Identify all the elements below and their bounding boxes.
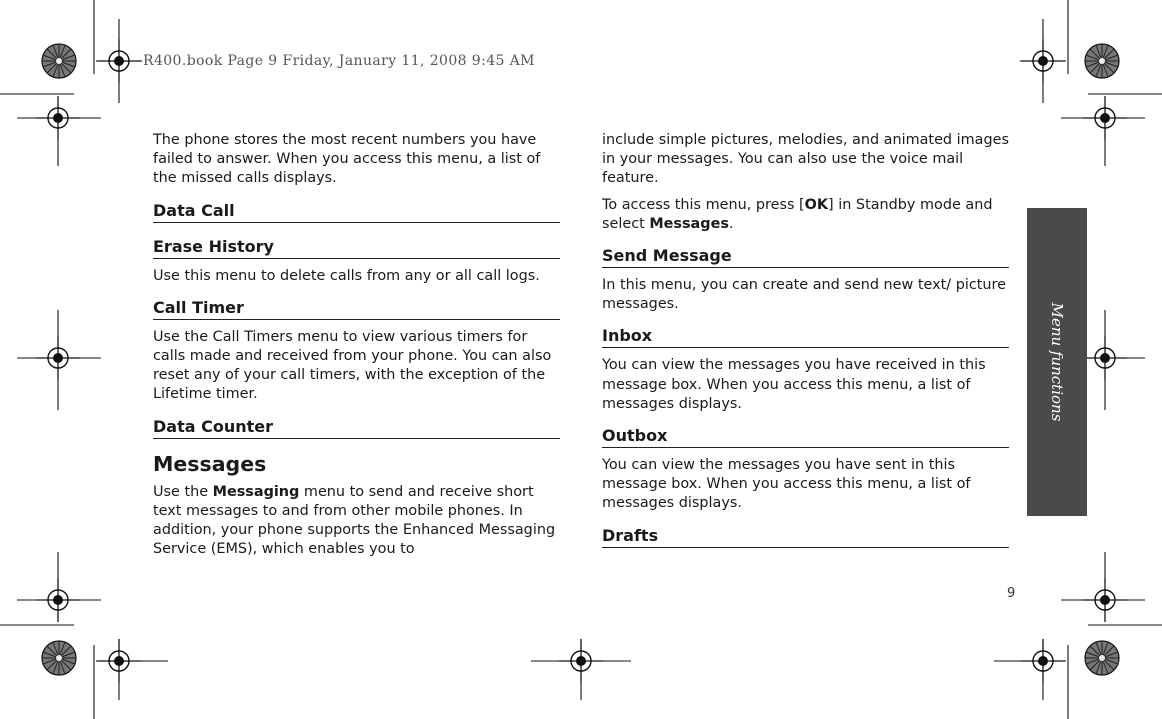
data-counter-heading: Data Counter xyxy=(153,417,560,439)
messages-heading: Messages xyxy=(153,451,267,476)
messages-intro-continued: include simple pictures, melodies, and animated images in your messages. You can also use the voice mail feature. xyxy=(602,132,1009,187)
access-text-part2: ] in Standby mode and select xyxy=(602,196,993,232)
page-number: 9 xyxy=(1007,586,1016,601)
access-text-part3: . xyxy=(728,215,734,232)
messages-text xyxy=(153,483,560,560)
access-text-part1: To access this menu, press [ xyxy=(602,196,805,213)
erase-history-text: Use this menu to delete calls from any or all call logs. xyxy=(153,267,540,284)
send-message-text: In this menu, you can create and send new text/ picture messages. xyxy=(602,277,1006,313)
messaging-menu-name: Messaging xyxy=(212,483,300,500)
outbox-text: You can view the messages you have sent in this message box. When you access this menu, a list of messages displays. xyxy=(602,457,971,512)
outbox-heading: Outbox xyxy=(602,426,1009,448)
section-side-tab xyxy=(1027,208,1087,516)
file-info-header: R400.book Page 9 Friday, January 11, 2008 9:45 AM xyxy=(143,53,535,69)
right-column xyxy=(602,131,1009,556)
inbox-text: You can view the messages you have received in this message box. When you access this menu, a list of messages displays. xyxy=(602,357,986,412)
data-call-heading: Data Call xyxy=(153,201,560,223)
call-timer-text: Use the Call Timers menu to view various timers for calls made and received from your phone. You can also reset any of your call timers, with the exception of the Lifetime timer. xyxy=(153,328,552,403)
side-tab-label: Menu functions xyxy=(1048,302,1066,422)
drafts-heading: Drafts xyxy=(602,526,1009,548)
send-message-heading: Send Message xyxy=(602,246,1009,268)
left-column xyxy=(153,131,560,566)
messages-menu-name: Messages xyxy=(649,215,729,232)
access-instructions xyxy=(602,196,1009,234)
messages-text-part1: Use the xyxy=(153,483,213,500)
messages-text-part2: menu to send and receive short text messages to and from other mobile phones. In addition, your phone supports the Enhanced Messaging Service (EMS), which enables you to xyxy=(153,483,556,558)
call-timer-heading: Call Timer xyxy=(153,298,560,320)
inbox-heading: Inbox xyxy=(602,326,1009,348)
erase-history-heading: Erase History xyxy=(153,237,560,259)
missed-calls-intro: The phone stores the most recent numbers you have failed to answer. When you access this menu, a list of the missed calls displays. xyxy=(153,132,541,187)
ok-key-label: OK xyxy=(804,196,829,213)
